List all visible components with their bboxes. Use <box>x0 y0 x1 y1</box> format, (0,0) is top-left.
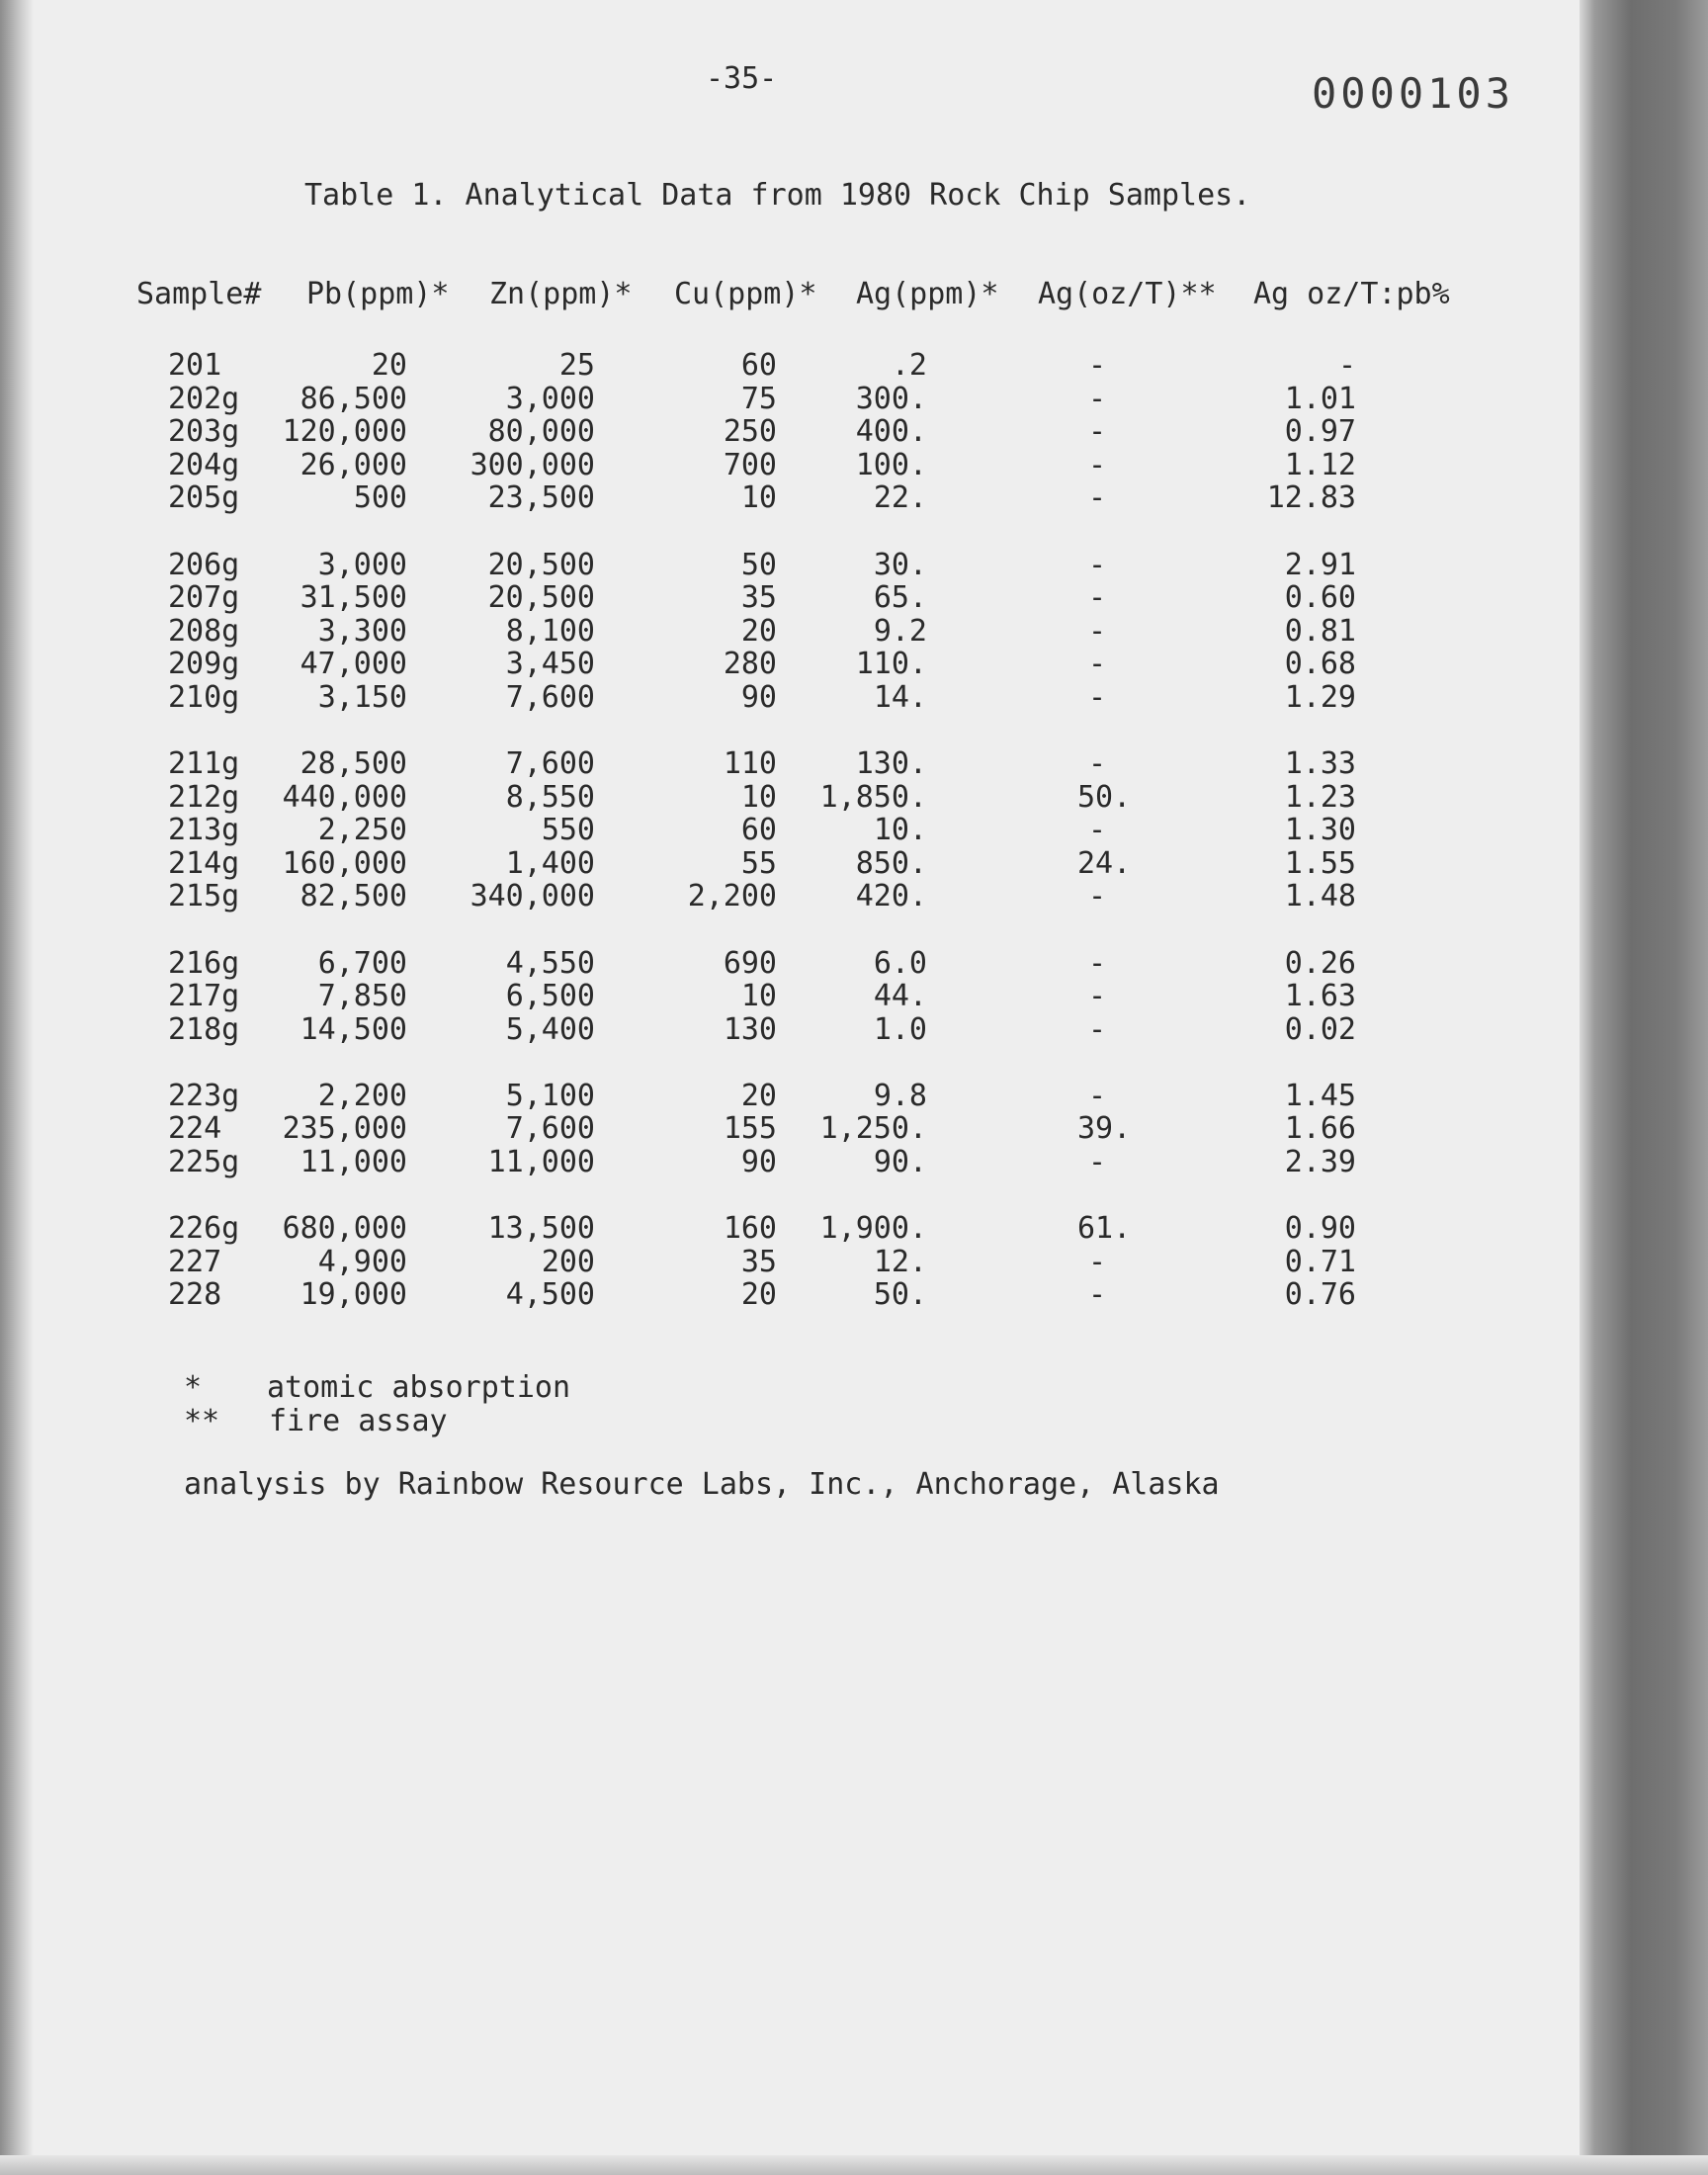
cell-ag-ppm: 44. <box>873 979 927 1013</box>
cell-zn: 4,550 <box>505 946 595 981</box>
cell-sample: 223g <box>168 1079 240 1113</box>
cell-sample: 218g <box>168 1012 240 1047</box>
cell-ag-ppm: 30. <box>873 548 927 582</box>
cell-pb: 440,000 <box>282 780 407 815</box>
cell-ag-ppm: 65. <box>873 580 927 615</box>
cell-ag-ppm: 9.8 <box>873 1079 927 1113</box>
cell-ag-ratio: 0.81 <box>1284 614 1356 649</box>
cell-cu: 160 <box>723 1211 777 1246</box>
page-right-edge-shadow <box>1580 0 1708 2175</box>
cell-ag-ppm: 10. <box>873 813 927 847</box>
cell-sample: 202g <box>168 382 240 416</box>
cell-ag-ppm: 90. <box>873 1145 927 1179</box>
cell-zn: 80,000 <box>487 414 595 449</box>
cell-ag-ppm: 12. <box>873 1245 927 1279</box>
cell-cu: 10 <box>740 780 777 815</box>
cell-ag-ppm: 1.0 <box>873 1012 927 1047</box>
cell-ag-ppm: 1,250. <box>819 1111 927 1146</box>
cell-pb: 28,500 <box>299 746 407 781</box>
cell-ag-oz: - <box>1087 480 1107 515</box>
cell-pb: 120,000 <box>282 414 407 449</box>
cell-zn: 7,600 <box>505 746 595 781</box>
cell-ag-ppm: 850. <box>855 846 927 881</box>
cell-cu: 35 <box>740 1245 777 1279</box>
cell-sample: 201 <box>168 348 222 383</box>
cell-cu: 50 <box>740 548 777 582</box>
footnote-mark: * <box>184 1370 203 1405</box>
cell-pb: 2,200 <box>317 1079 407 1113</box>
cell-ag-oz: - <box>1087 414 1107 449</box>
cell-ag-oz: - <box>1087 580 1107 615</box>
cell-cu: 20 <box>740 1079 777 1113</box>
cell-ag-ppm: 100. <box>855 448 927 482</box>
cell-pb: 3,150 <box>317 680 407 715</box>
cell-ag-ratio: 0.76 <box>1284 1277 1356 1312</box>
cell-ag-oz: - <box>1087 1079 1107 1113</box>
cell-ag-ppm: .2 <box>891 348 927 383</box>
cell-zn: 5,100 <box>505 1079 595 1113</box>
cell-cu: 280 <box>723 647 777 681</box>
cell-ag-oz: - <box>1087 680 1107 715</box>
cell-ag-oz: 39. <box>1077 1111 1132 1146</box>
cell-pb: 26,000 <box>299 448 407 482</box>
cell-ag-ppm: 9.2 <box>873 614 927 649</box>
header-ag-ratio: Ag oz/T:pb% <box>1253 277 1450 311</box>
cell-ag-ppm: 110. <box>855 647 927 681</box>
cell-ag-ratio: 1.12 <box>1284 448 1356 482</box>
cell-pb: 680,000 <box>282 1211 407 1246</box>
cell-ag-ratio: 1.23 <box>1284 780 1356 815</box>
cell-sample: 205g <box>168 480 240 515</box>
cell-cu: 20 <box>740 614 777 649</box>
cell-sample: 206g <box>168 548 240 582</box>
cell-ag-oz: - <box>1087 879 1107 914</box>
cell-pb: 4,900 <box>317 1245 407 1279</box>
cell-zn: 20,500 <box>487 548 595 582</box>
cell-pb: 14,500 <box>299 1012 407 1047</box>
cell-zn: 5,400 <box>505 1012 595 1047</box>
cell-zn: 3,450 <box>505 647 595 681</box>
header-zn: Zn(ppm)* <box>489 277 633 311</box>
cell-ag-ratio: 0.71 <box>1284 1245 1356 1279</box>
cell-ag-oz: - <box>1087 813 1107 847</box>
cell-pb: 3,000 <box>317 548 407 582</box>
cell-zn: 20,500 <box>487 580 595 615</box>
cell-ag-ratio: 0.68 <box>1284 647 1356 681</box>
cell-zn: 25 <box>558 348 595 383</box>
cell-ag-ratio: 1.63 <box>1284 979 1356 1013</box>
cell-ag-ratio: 0.90 <box>1284 1211 1356 1246</box>
cell-pb: 500 <box>353 480 407 515</box>
cell-pb: 20 <box>371 348 407 383</box>
cell-cu: 90 <box>740 680 777 715</box>
cell-zn: 7,600 <box>505 1111 595 1146</box>
cell-ag-ppm: 400. <box>855 414 927 449</box>
document-number-stamp: 0000103 <box>1312 69 1515 118</box>
source-note: analysis by Rainbow Resource Labs, Inc., Anchorage, Alaska <box>184 1467 1220 1502</box>
cell-ag-ratio: - <box>1337 348 1356 383</box>
cell-sample: 204g <box>168 448 240 482</box>
cell-pb: 11,000 <box>299 1145 407 1179</box>
cell-ag-ppm: 1,900. <box>819 1211 927 1246</box>
cell-zn: 1,400 <box>505 846 595 881</box>
header-pb: Pb(ppm)* <box>306 277 450 311</box>
cell-cu: 20 <box>740 1277 777 1312</box>
cell-ag-ratio: 1.48 <box>1284 879 1356 914</box>
cell-cu: 10 <box>740 480 777 515</box>
cell-ag-oz: 61. <box>1077 1211 1132 1246</box>
cell-pb: 86,500 <box>299 382 407 416</box>
table-title: Table 1. Analytical Data from 1980 Rock Chip Samples. <box>304 178 1251 213</box>
cell-zn: 340,000 <box>470 879 595 914</box>
cell-cu: 10 <box>740 979 777 1013</box>
cell-ag-oz: - <box>1087 382 1107 416</box>
footnote-mark: ** <box>184 1404 220 1438</box>
cell-sample: 208g <box>168 614 240 649</box>
cell-ag-ratio: 12.83 <box>1266 480 1356 515</box>
cell-zn: 8,100 <box>505 614 595 649</box>
footnote-text: fire assay <box>269 1404 448 1438</box>
cell-cu: 250 <box>723 414 777 449</box>
cell-cu: 700 <box>723 448 777 482</box>
cell-ag-oz: - <box>1087 746 1107 781</box>
cell-ag-ratio: 0.26 <box>1284 946 1356 981</box>
cell-cu: 90 <box>740 1145 777 1179</box>
cell-sample: 209g <box>168 647 240 681</box>
cell-ag-ratio: 1.55 <box>1284 846 1356 881</box>
page-bottom-edge-shadow <box>0 2155 1708 2175</box>
cell-zn: 550 <box>541 813 595 847</box>
cell-sample: 214g <box>168 846 240 881</box>
cell-ag-ratio: 1.01 <box>1284 382 1356 416</box>
cell-ag-oz: - <box>1087 979 1107 1013</box>
cell-cu: 155 <box>723 1111 777 1146</box>
cell-ag-ppm: 50. <box>873 1277 927 1312</box>
cell-pb: 6,700 <box>317 946 407 981</box>
header-cu: Cu(ppm)* <box>674 277 817 311</box>
header-ag-ppm: Ag(ppm)* <box>856 277 999 311</box>
cell-ag-oz: - <box>1087 1145 1107 1179</box>
cell-ag-ratio: 0.02 <box>1284 1012 1356 1047</box>
cell-ag-oz: - <box>1087 1012 1107 1047</box>
cell-ag-ratio: 2.39 <box>1284 1145 1356 1179</box>
cell-sample: 226g <box>168 1211 240 1246</box>
cell-ag-ppm: 130. <box>855 746 927 781</box>
cell-cu: 2,200 <box>687 879 777 914</box>
cell-ag-oz: 50. <box>1077 780 1132 815</box>
cell-ag-ppm: 420. <box>855 879 927 914</box>
cell-cu: 130 <box>723 1012 777 1047</box>
cell-cu: 690 <box>723 946 777 981</box>
cell-ag-ppm: 14. <box>873 680 927 715</box>
cell-ag-oz: - <box>1087 1277 1107 1312</box>
cell-sample: 203g <box>168 414 240 449</box>
cell-ag-oz: - <box>1087 647 1107 681</box>
cell-ag-ratio: 0.60 <box>1284 580 1356 615</box>
cell-cu: 55 <box>740 846 777 881</box>
cell-ag-ratio: 1.29 <box>1284 680 1356 715</box>
cell-pb: 160,000 <box>282 846 407 881</box>
cell-ag-oz: - <box>1087 548 1107 582</box>
cell-pb: 2,250 <box>317 813 407 847</box>
cell-pb: 3,300 <box>317 614 407 649</box>
cell-zn: 7,600 <box>505 680 595 715</box>
cell-ag-oz: - <box>1087 348 1107 383</box>
cell-ag-ratio: 1.66 <box>1284 1111 1356 1146</box>
cell-pb: 82,500 <box>299 879 407 914</box>
cell-sample: 225g <box>168 1145 240 1179</box>
cell-sample: 215g <box>168 879 240 914</box>
cell-ag-ppm: 1,850. <box>819 780 927 815</box>
cell-pb: 235,000 <box>282 1111 407 1146</box>
footnote-text: atomic absorption <box>267 1370 571 1405</box>
cell-ag-oz: - <box>1087 1245 1107 1279</box>
cell-cu: 60 <box>740 348 777 383</box>
cell-ag-ppm: 6.0 <box>873 946 927 981</box>
cell-pb: 7,850 <box>317 979 407 1013</box>
cell-ag-ratio: 0.97 <box>1284 414 1356 449</box>
cell-zn: 300,000 <box>470 448 595 482</box>
cell-ag-ratio: 1.45 <box>1284 1079 1356 1113</box>
cell-ag-oz: - <box>1087 448 1107 482</box>
cell-sample: 210g <box>168 680 240 715</box>
cell-ag-oz: - <box>1087 946 1107 981</box>
cell-ag-oz: 24. <box>1077 846 1132 881</box>
cell-pb: 31,500 <box>299 580 407 615</box>
cell-sample: 211g <box>168 746 240 781</box>
cell-zn: 8,550 <box>505 780 595 815</box>
cell-ag-oz: - <box>1087 614 1107 649</box>
cell-cu: 35 <box>740 580 777 615</box>
cell-ag-ratio: 1.33 <box>1284 746 1356 781</box>
cell-ag-ratio: 2.91 <box>1284 548 1356 582</box>
cell-cu: 60 <box>740 813 777 847</box>
cell-sample: 227 <box>168 1245 222 1279</box>
cell-zn: 23,500 <box>487 480 595 515</box>
cell-zn: 13,500 <box>487 1211 595 1246</box>
cell-sample: 228 <box>168 1277 222 1312</box>
cell-zn: 4,500 <box>505 1277 595 1312</box>
header-sample: Sample# <box>136 277 262 311</box>
cell-sample: 213g <box>168 813 240 847</box>
cell-pb: 47,000 <box>299 647 407 681</box>
cell-sample: 212g <box>168 780 240 815</box>
cell-cu: 75 <box>740 382 777 416</box>
cell-ag-ppm: 22. <box>873 480 927 515</box>
cell-ag-ratio: 1.30 <box>1284 813 1356 847</box>
page-number: -35- <box>706 61 778 96</box>
cell-zn: 6,500 <box>505 979 595 1013</box>
cell-zn: 200 <box>541 1245 595 1279</box>
cell-sample: 224 <box>168 1111 222 1146</box>
cell-sample: 216g <box>168 946 240 981</box>
cell-pb: 19,000 <box>299 1277 407 1312</box>
cell-ag-ppm: 300. <box>855 382 927 416</box>
cell-zn: 3,000 <box>505 382 595 416</box>
cell-sample: 207g <box>168 580 240 615</box>
cell-sample: 217g <box>168 979 240 1013</box>
cell-cu: 110 <box>723 746 777 781</box>
header-ag-oz: Ag(oz/T)** <box>1038 277 1217 311</box>
cell-zn: 11,000 <box>487 1145 595 1179</box>
page-left-edge-shadow <box>0 0 34 2175</box>
